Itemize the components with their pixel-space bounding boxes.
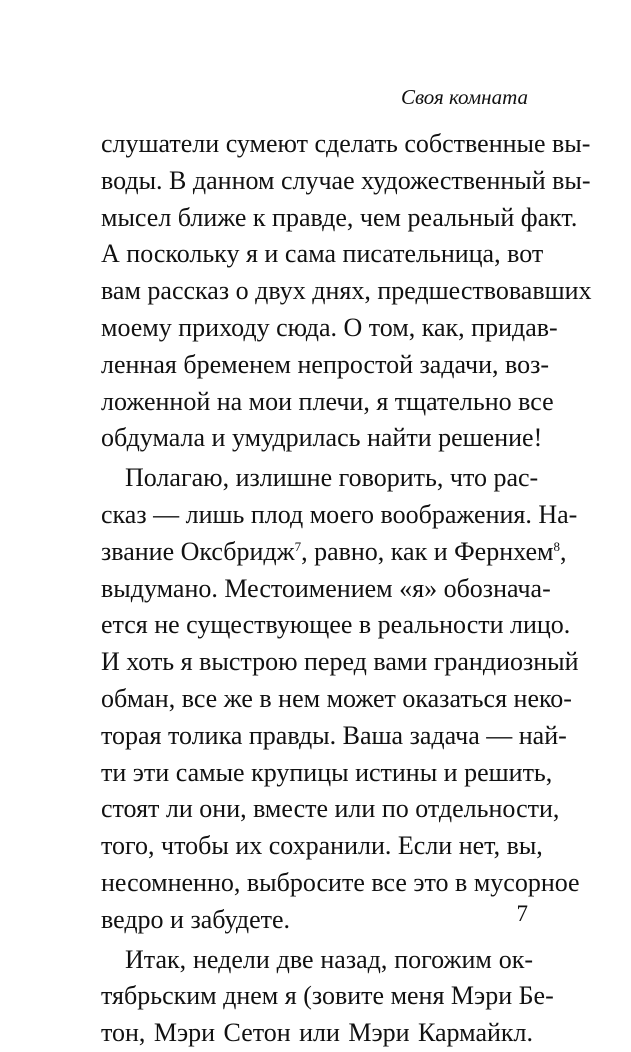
text-line: ти эти самые крупицы истины и решить, [101,757,553,787]
text-line: сказ — лишь плод моего воображения. На- [101,499,578,529]
footnote-marker: 7 [294,538,302,554]
text-line: моему приходу сюда. О том, как, придав- [101,312,558,342]
text-line: Итак, недели две назад, погожим ок- [125,944,533,974]
text-line: ется не существующее в реальности лицо. [101,610,571,640]
text-line: ложенной на мои плечи, я тщательно все [101,386,554,416]
text-line: воды. В данном случае художественный вы- [101,165,591,195]
text-line: слушатели сумеют сделать собственные вы- [101,129,591,158]
text-line: обман, все же в нем может оказаться неко- [101,683,572,713]
text-line: мысел ближе к правде, чем реальный факт. [101,202,578,232]
page-number: 7 [516,901,528,926]
text-line: несомненно, выбросите все это в мусорное [101,867,580,897]
text-line: И хоть я выстрою перед вами грандиозный [101,647,579,677]
text-line: того, чтобы их сохранили. Если нет, вы, [101,831,543,861]
text-segment: звание Оксбридж [101,536,295,566]
text-line: А поскольку я и сама писательница, вот [101,239,544,269]
text-segment: , равно, как и Фернхем [301,536,554,566]
text-line: торая толика правды. Ваша задача — най- [101,720,567,750]
text-line: стоят ли они, вместе или по отдельности, [101,794,560,824]
text-line [101,534,567,571]
text-line: ленная бременем непростой задачи, воз- [101,349,550,379]
text-line: тон, Мэри Сетон или Мэри Кармайкл. [101,1018,533,1048]
text-line: ведро и забудете. [101,904,291,934]
text-line: Полагаю, излишне говорить, что рас- [125,463,539,493]
body-text [101,126,592,1052]
running-head: Своя комната [400,85,528,109]
text-line: вам рассказ о двух днях, предшествовавших [101,276,592,306]
text-line: тябрьским днем я (зовите меня Мэри Бе- [101,981,554,1011]
text-line: обдумала и умудрилась найти решение! [101,423,543,453]
text-segment: , [559,536,567,566]
footnote-marker: 8 [553,538,560,554]
text-line: выдумано. Местоимением «я» обознача- [101,573,551,603]
